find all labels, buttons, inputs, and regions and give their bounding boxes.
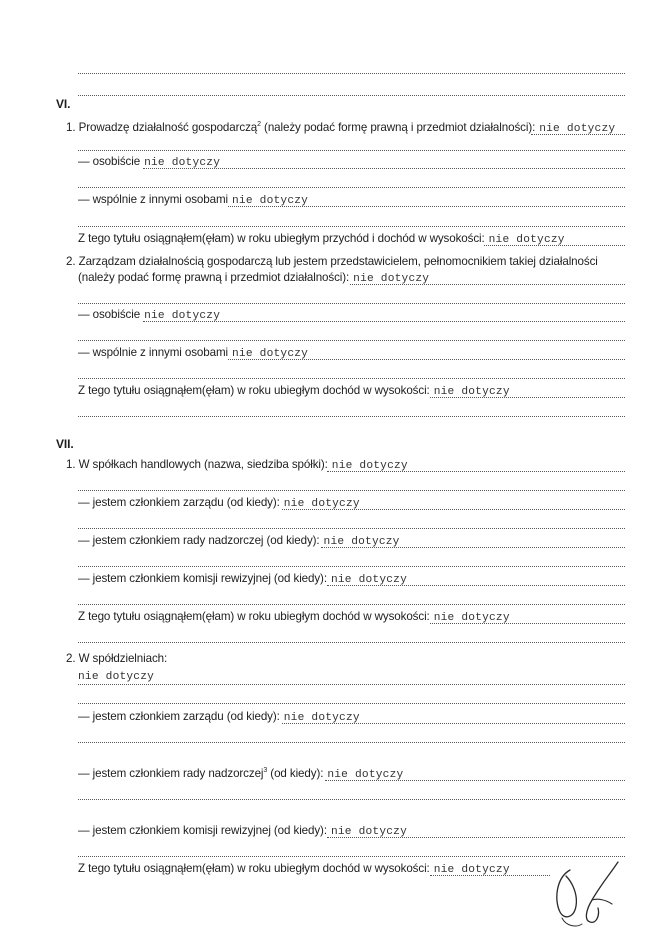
vii-item1-supervisory-label: — jestem członkiem rady nadzorczej (od kiedy): [78,534,320,547]
handwritten-initials-signature [548,860,638,932]
dotted-line [78,528,625,529]
dotted-line [282,509,625,510]
dotted-line [282,723,625,724]
vi-item2-income-label: Z tego tytułu osiągnąłem(ęłam) w roku ubiegłym dochód w wysokości: [78,384,430,397]
dotted-line [78,642,625,643]
vii-item1-audit-label: — jestem członkiem komisji rewizyjnej (od kiedy): [78,572,327,585]
vii-item2-audit-label: — jestem członkiem komisji rewizyjnej (od kiedy): [78,824,327,837]
dotted-line [350,284,625,285]
vi-item1-personally-value: nie dotyczy [144,157,221,169]
vi-item2-jointly-value: nie dotyczy [232,348,309,360]
dotted-line [430,875,550,876]
vii-item1-board-value: nie dotyczy [283,498,360,510]
vii-item2-board-label: — jestem członkiem zarządu (od kiedy): [78,710,280,723]
vi-item2-income-value: nie dotyczy [433,386,510,398]
dotted-line [325,780,625,781]
dotted-line [78,604,625,605]
dotted-line [327,471,625,472]
dotted-line [78,684,625,685]
vii-item2-audit-value: nie dotyczy [330,826,408,838]
vi-item1-jointly-value: nie dotyczy [232,195,309,207]
dotted-line [78,226,625,227]
footnote-marker: 2 [257,121,261,129]
dotted-line [484,245,625,246]
vii-item1-supervisory-value: nie dotyczy [323,536,400,548]
vii-item2-label: 2. W spółdzielniach: [66,652,168,665]
dotted-line [78,566,625,567]
dotted-line [228,359,625,360]
dotted-line [78,799,625,800]
vii-item1-audit-value: nie dotyczy [330,574,408,586]
vi-item2-personally-value: nie dotyczy [144,310,221,322]
dotted-line [321,547,625,548]
vii-item1-board-label: — jestem członkiem zarządu (od kiedy): [78,496,280,509]
vii-item1-income-label: Z tego tytułu osiągnąłem(ęłam) w roku ubiegłym dochód w wysokości: [78,610,430,623]
vi-item1-label: 1. Prowadzę działalność gospodarczą [66,121,258,134]
dotted-line [78,856,625,857]
dotted-line [78,73,625,74]
dotted-line [78,187,625,188]
vii-item1-income-value: nie dotyczy [433,612,510,624]
vii-item2-value: nie dotyczy [78,671,155,683]
dotted-line [78,95,625,96]
section-vi-heading: VI. [56,97,71,111]
dotted-line [143,168,625,169]
vii-item2-income-value: nie dotyczy [433,864,510,876]
dotted-line [78,303,625,304]
vii-item1-label: 1. W spółkach handlowych (nazwa, siedziba spółki): [66,458,328,471]
dotted-line [78,150,625,151]
section-vii-heading: VII. [56,437,74,451]
vi-item1-income-value: nie dotyczy [488,234,565,246]
dotted-line [531,134,625,135]
vi-item1-income-label: Z tego tytułu osiągnąłem(ęłam) w roku ubiegłym przychód i dochód w wysokości: [78,232,485,245]
vii-item2-board-value: nie dotyczy [283,712,360,724]
dotted-line [78,378,625,379]
vi-item1-label-cont: (należy podać formę prawną i przedmiot działalności): [260,121,536,134]
vii-item2-supervisory-label-cont: (od kiedy): [267,767,324,780]
vi-item2-personally-label: — osobiście [78,308,141,321]
dotted-line [327,837,625,838]
dotted-line [78,490,625,491]
dotted-line [430,397,625,398]
dotted-line [327,585,625,586]
vi-item2-label: (należy podać formę prawną i przedmiot działalności): [78,271,350,284]
vi-item2-line1: 2. Zarządzam działalnością gospodarczą lub jestem przedstawicielem, pełnomocnikiem takiej działalności [66,255,598,268]
dotted-line [78,416,625,417]
vi-item1-personally-label: — osobiście [78,155,141,168]
vii-item1-value: nie dotyczy [331,460,408,472]
dotted-line [78,340,625,341]
vi-item2-value: nie dotyczy [353,273,430,285]
dotted-line [78,703,625,704]
dotted-line [228,206,625,207]
vi-item1-jointly-label: — wspólnie z innymi osobami [78,193,229,206]
vi-item1-value: nie dotyczy [539,123,616,135]
vii-item2-supervisory-label: — jestem członkiem rady nadzorczej [78,767,264,780]
dotted-line [78,742,625,743]
footnote-marker: 3 [263,767,268,775]
dotted-line [143,321,625,322]
vii-item2-income-label: Z tego tytułu osiągnąłem(ęłam) w roku ubiegłym dochód w wysokości: [78,862,430,875]
vi-item2-jointly-label: — wspólnie z innymi osobami [78,346,229,359]
dotted-line [430,623,625,624]
vii-item2-supervisory-value: nie dotyczy [327,769,404,781]
